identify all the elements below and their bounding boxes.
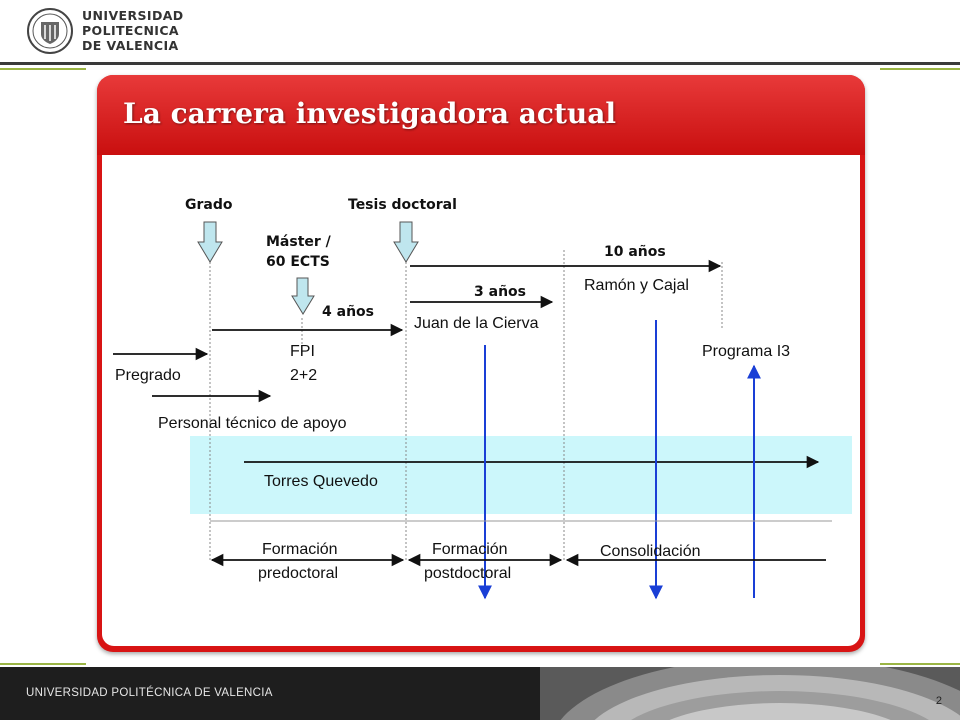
master-label-line1: Máster / bbox=[266, 234, 331, 250]
university-line-3: DE VALENCIA bbox=[82, 38, 179, 53]
green-rule-bottom-right bbox=[880, 663, 960, 665]
duration-4-label: 4 años bbox=[322, 304, 374, 320]
slide-title: La carrera investigadora actual bbox=[123, 97, 617, 130]
header-divider bbox=[0, 62, 960, 65]
juan-de-la-cierva-label: Juan de la Cierva bbox=[414, 315, 539, 332]
diagram-area bbox=[102, 155, 860, 646]
page-number: 2 bbox=[935, 695, 942, 707]
programa-i3-label: Programa I3 bbox=[702, 343, 791, 360]
ramon-y-cajal-label: Ramón y Cajal bbox=[584, 277, 689, 294]
university-name bbox=[82, 8, 184, 53]
personal-tecnico-label: Personal técnico de apoyo bbox=[158, 415, 347, 432]
postdoctoral-label-line2: postdoctoral bbox=[424, 565, 512, 582]
duration-3-label: 3 años bbox=[474, 284, 526, 300]
predoctoral-label-line2: predoctoral bbox=[258, 565, 339, 582]
tesis-label: Tesis doctoral bbox=[348, 197, 457, 213]
career-diagram bbox=[102, 155, 860, 646]
postdoctoral-label-line1: Formación bbox=[432, 541, 508, 558]
pregrado-label: Pregrado bbox=[115, 367, 181, 384]
torres-quevedo-label: Torres Quevedo bbox=[264, 473, 378, 490]
duration-10-label: 10 años bbox=[604, 244, 666, 260]
grado-label: Grado bbox=[185, 197, 233, 213]
fpi-label-line1: FPI bbox=[290, 343, 315, 360]
footer-university-name: UNIVERSIDAD POLITÉCNICA DE VALENCIA bbox=[26, 687, 273, 699]
master-label-line2: 60 ECTS bbox=[266, 254, 330, 270]
green-rule-top-left bbox=[0, 68, 86, 70]
fpi-label-line2: 2+2 bbox=[290, 367, 318, 384]
footer-seal-photo bbox=[540, 667, 960, 720]
slide-card bbox=[97, 75, 865, 652]
green-rule-bottom-left bbox=[0, 663, 86, 665]
green-rule-top-right bbox=[880, 68, 960, 70]
predoctoral-label-line1: Formación bbox=[262, 541, 338, 558]
footer bbox=[0, 667, 960, 720]
grado-down-arrow-icon bbox=[198, 222, 222, 262]
header bbox=[0, 0, 960, 62]
university-line-1: UNIVERSIDAD bbox=[82, 8, 184, 23]
university-line-2: POLITECNICA bbox=[82, 23, 180, 38]
tesis-down-arrow-icon bbox=[394, 222, 418, 262]
master-down-arrow-icon bbox=[292, 278, 314, 314]
consolidacion-label: Consolidación bbox=[600, 543, 701, 560]
slide-title-bar bbox=[97, 75, 865, 155]
university-seal-icon bbox=[26, 6, 74, 56]
